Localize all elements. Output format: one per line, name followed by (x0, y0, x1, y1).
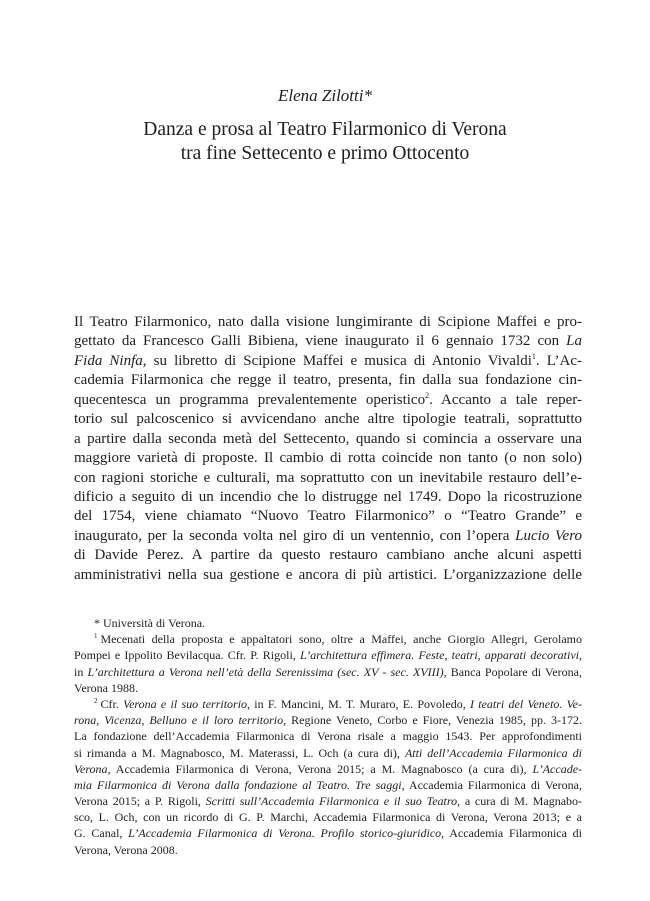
footnote-line: La fondazione dell’Accademia Filarmonica di Verona risale a maggio 1543. Per approfondimenti (74, 729, 582, 744)
text-line: con ragioni storiche e culturali, ma soprattutto con un inevitabile restauro dell’e- (74, 469, 582, 486)
text-line: di Davide Perez. A partire da questo restauro cambiano anche alcuni aspetti (74, 547, 582, 564)
footnote-ref-1[interactable]: 1 (531, 351, 536, 361)
footnote-line: Pompei e Ippolito Bevilacqua. Cfr. P. Rigoli, L’architettura effimera. Feste, teatri, apparati decorativi, (74, 648, 583, 663)
text-line: Fida Ninfa, su libretto di Scipione Maffei e musica di Antonio Vivaldi$^1$. L’Ac- (74, 351, 582, 369)
footnote-line: Verona, Accademia Filarmonica di Verona, Verona 2015; a M. Magnabosco (a cura di), L’Accade- (74, 761, 583, 776)
footnote-line: rona, Vicenza, Belluno e il loro territorio, Regione Veneto, Corbo e Fiore, Venezia 1985, pp. 3-172. (74, 713, 582, 728)
text-line: inaugurato, per la seconda volta nel giro di un ventennio, con l’opera Lucio Vero (74, 527, 582, 544)
text-line: quecentesca un programma prevalentemente operistico$^2$. Accanto a tale reper- (74, 390, 582, 408)
footnote-line: Verona 2015; a P. Rigoli, Scritti sull’Accademia Filarmonica e il suo Teatro, a cura di M. Magnabo- (74, 794, 583, 809)
text-line: maggiore varietà di proposte. Il cambio di rotta coincide non tanto (o non solo) (74, 450, 582, 467)
footnote-1: $^1$ Mecenati della proposta e appaltatori sono, oltre a Maffei, anche Giorgio Allegri, Gerolamo (94, 632, 582, 647)
footnote-line: G. Canal, L’Accademia Filarmonica di Verona. Profilo storico-giuridico, Accademia Filarmonica di (74, 826, 583, 841)
footnote-line: Verona 1988. (74, 680, 138, 695)
footnote-line: Verona, Verona 2008. (74, 842, 178, 857)
text-line: del 1754, viene chiamato “Nuovo Teatro Filarmonico” o “Teatro Grande” e (74, 508, 582, 525)
footnote-2: $^2$ Cfr. Verona e il suo territorio, in F. Mancini, M. T. Muraro, E. Povoledo, I teatri del Veneto. Ve- (94, 696, 583, 711)
footnote-line: in L’architettura a Verona nell’età della Serenissima (sec. XV - sec. XVIII), Banca Popolare di Verona, (74, 664, 583, 679)
author-name: Elena Zilotti* (278, 86, 372, 105)
text-line: dificio a seguito di un incendio che lo distrugge nel 1749. Dopo la ricostruzione (74, 488, 582, 505)
footnote-affiliation: * Università di Verona. (94, 616, 206, 630)
text-line: cademia Filarmonica che regge il teatro, presenta, fin dalla sua fondazione cin- (74, 372, 582, 389)
text-line: amministrativi nella sua gestione e ancora di più artistici. L’organizzazione delle (74, 566, 582, 583)
footnote-line: sco, L. Och, con un ricordo di G. P. Marchi, Accademia Filarmonica di Verona, Verona 2013; e a (74, 810, 582, 825)
footnote-line: mia Filarmonica di Verona dalla fondazione al Teatro. Tre saggi, Accademia Filarmonica di Verona, (74, 777, 582, 792)
text-line: gettato da Francesco Galli Bibiena, viene inaugurato il 6 gennaio 1732 con La (74, 333, 582, 350)
title-line-2: tra fine Settecento e primo Ottocento (180, 143, 470, 164)
footnotes (74, 615, 582, 858)
footnote-line: si rimanda a M. Magnabosco, M. Materassi, L. Och (a cura di), Atti dell’Accademia Filarmonica di (74, 745, 582, 760)
text-line: Il Teatro Filarmonico, nato dalla visione lungimirante di Scipione Maffei e pro- (74, 314, 582, 330)
title-line-1: Danza e prosa al Teatro Filarmonico di Verona (143, 119, 507, 140)
text-line: a partire dalla seconda metà del Settecento, quando si comincia a osservare una (74, 430, 582, 447)
article-title (0, 118, 650, 166)
text-line: torio sul palcoscenico si avvicendano anche altre tipologie teatrali, soprattutto (74, 411, 582, 428)
body-paragraph (74, 313, 582, 585)
footnote-ref-2[interactable]: 2 (425, 390, 430, 400)
